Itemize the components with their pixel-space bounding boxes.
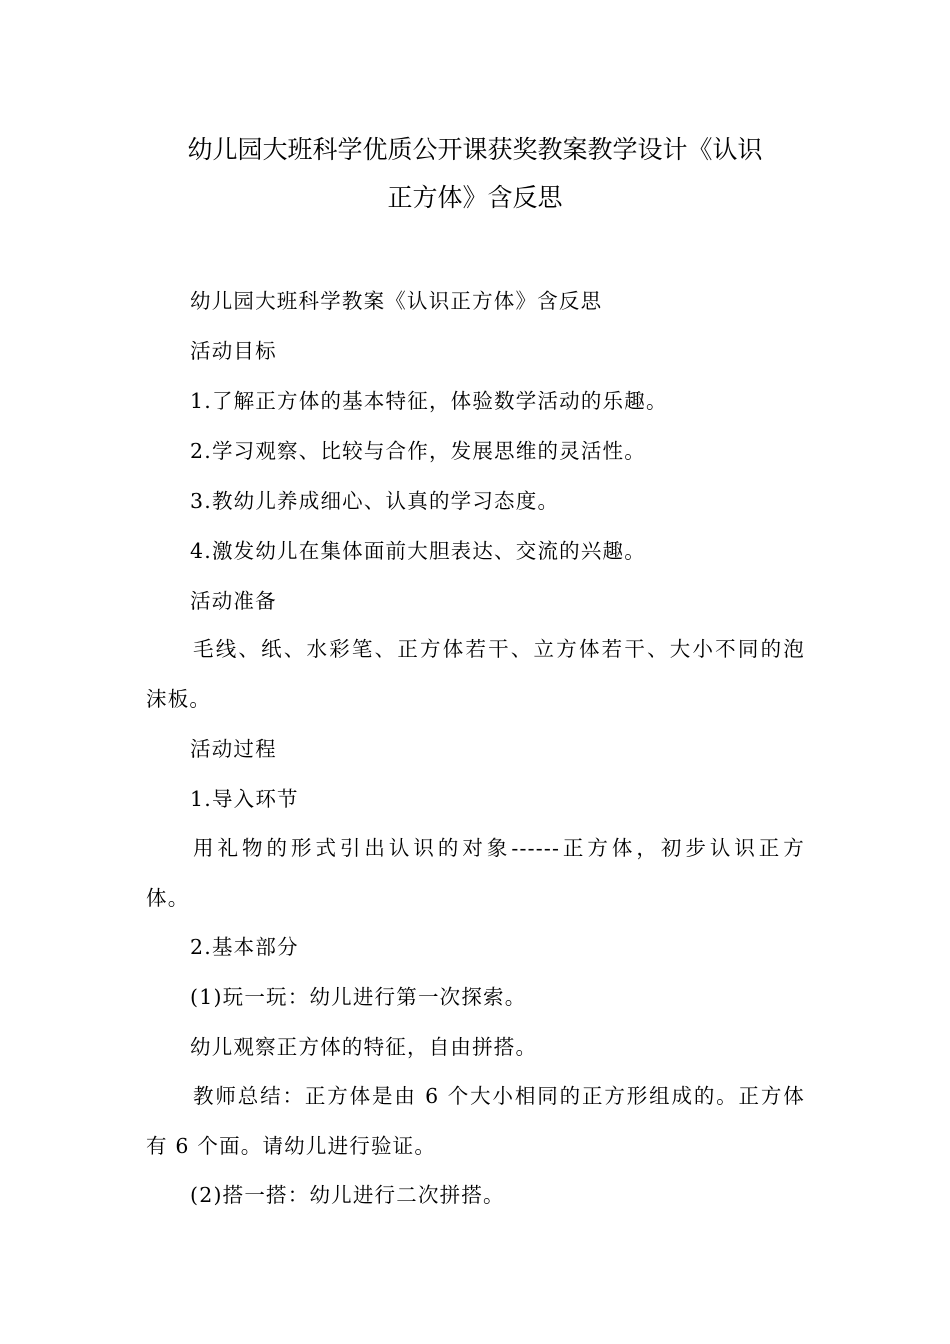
process-step-intro: 1.导入环节 bbox=[190, 787, 299, 811]
document-title-line-1: 幼儿园大班科学优质公开课获奖教案教学设计《认识 bbox=[187, 135, 763, 164]
goal-item-2: 2.学习观察、比较与合作，发展思维的灵活性。 bbox=[190, 439, 646, 463]
process-step-basic: 2.基本部分 bbox=[190, 935, 299, 959]
goal-item-4: 4.激发幼儿在集体面前大胆表达、交流的兴趣。 bbox=[190, 539, 646, 563]
basic-item-observe: 幼儿观察正方体的特征，自由拼搭。 bbox=[190, 1035, 538, 1059]
document-title-line-2: 正方体》含反思 bbox=[387, 183, 563, 212]
basic-item-1: (1)玩一玩：幼儿进行第一次探索。 bbox=[190, 985, 527, 1009]
paragraph-subtitle: 幼儿园大班科学教案《认识正方体》含反思 bbox=[190, 289, 603, 313]
preparation-line-1: 毛线、纸、水彩笔、正方体若干、立方体若干、大小不同的泡 bbox=[193, 637, 805, 661]
goal-item-1: 1.了解正方体的基本特征，体验数学活动的乐趣。 bbox=[190, 389, 668, 413]
teacher-summary-line-2: 有 6 个面。请幼儿进行验证。 bbox=[146, 1134, 437, 1158]
intro-line-1: 用礼物的形式引出认识的对象------正方体，初步认识正方 bbox=[193, 836, 805, 860]
teacher-summary-line-1: 教师总结：正方体是由 6 个大小相同的正方形组成的。正方体 bbox=[193, 1084, 805, 1108]
heading-activity-process: 活动过程 bbox=[190, 737, 277, 761]
preparation-line-2: 沫板。 bbox=[146, 687, 212, 711]
intro-line-2: 体。 bbox=[146, 886, 190, 910]
basic-item-2: (2)搭一搭：幼儿进行二次拼搭。 bbox=[190, 1183, 505, 1207]
goal-item-3: 3.教幼儿养成细心、认真的学习态度。 bbox=[190, 489, 560, 513]
heading-activity-preparation: 活动准备 bbox=[190, 589, 277, 613]
heading-activity-goals: 活动目标 bbox=[190, 339, 277, 363]
